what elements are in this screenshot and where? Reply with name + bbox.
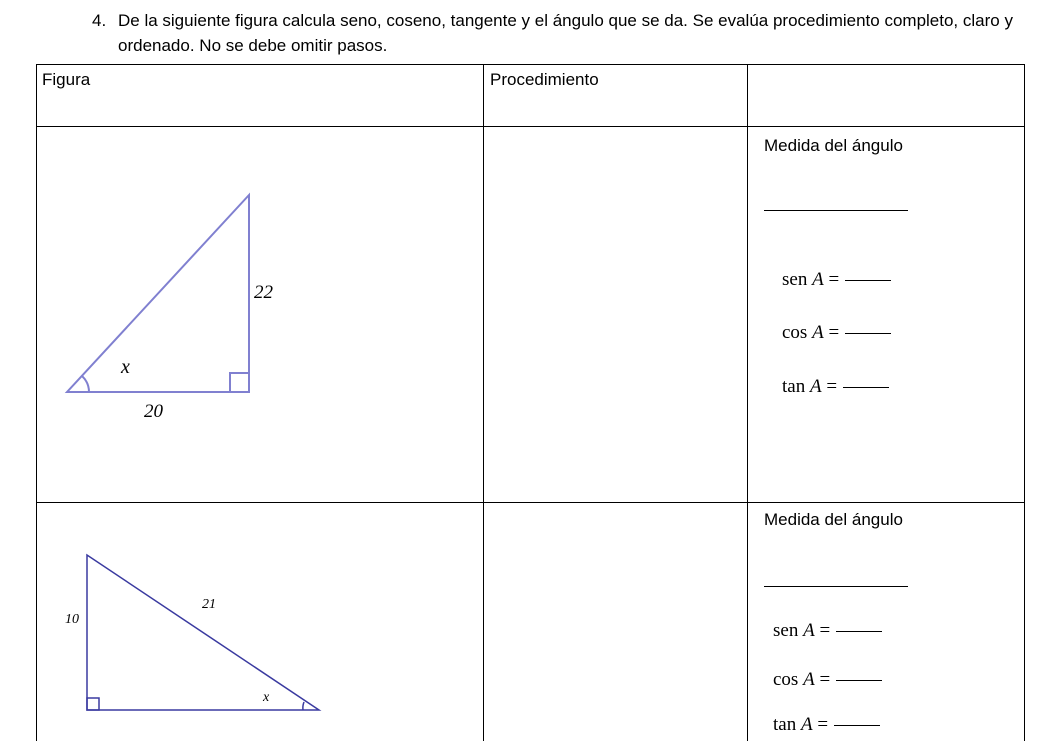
- angle-heading: Medida del ángulo: [764, 136, 903, 155]
- sin-equation: sen A =: [782, 269, 891, 291]
- exercise-number: 4.: [92, 11, 107, 30]
- angle-answer-blank: [764, 586, 908, 587]
- tan-equation: tan A =: [782, 376, 889, 398]
- right-triangle-figure-2: [37, 503, 483, 741]
- cos-equation: cos A =: [773, 669, 882, 691]
- header-figura: Figura: [42, 70, 91, 89]
- side-label-bottom: 20: [144, 401, 163, 422]
- angle-heading: Medida del ángulo: [764, 510, 903, 529]
- right-triangle-figure-1: [37, 127, 483, 502]
- angle-answer-blank: [764, 210, 908, 211]
- angle-label-x: x: [121, 356, 130, 378]
- side-label-vertical: 10: [65, 612, 79, 627]
- cos-equation: cos A =: [782, 322, 891, 344]
- row2-figure-cell: [37, 503, 483, 741]
- exercise-instruction: [92, 8, 1022, 58]
- angle-label-x: x: [263, 690, 270, 705]
- side-label-vertical: 22: [254, 282, 273, 303]
- tan-equation: tan A =: [773, 714, 880, 736]
- instruction-text: De la siguiente figura calcula seno, coseno, tangente y el ángulo que se da. Se evalúa procedimiento completo, claro y ordenado. No se debe omitir pasos.: [118, 11, 1013, 55]
- sin-equation: sen A =: [773, 620, 882, 642]
- row1-figure-cell: [37, 127, 483, 502]
- header-procedimiento: Procedimiento: [490, 70, 599, 89]
- side-label-hypotenuse: 21: [202, 597, 216, 612]
